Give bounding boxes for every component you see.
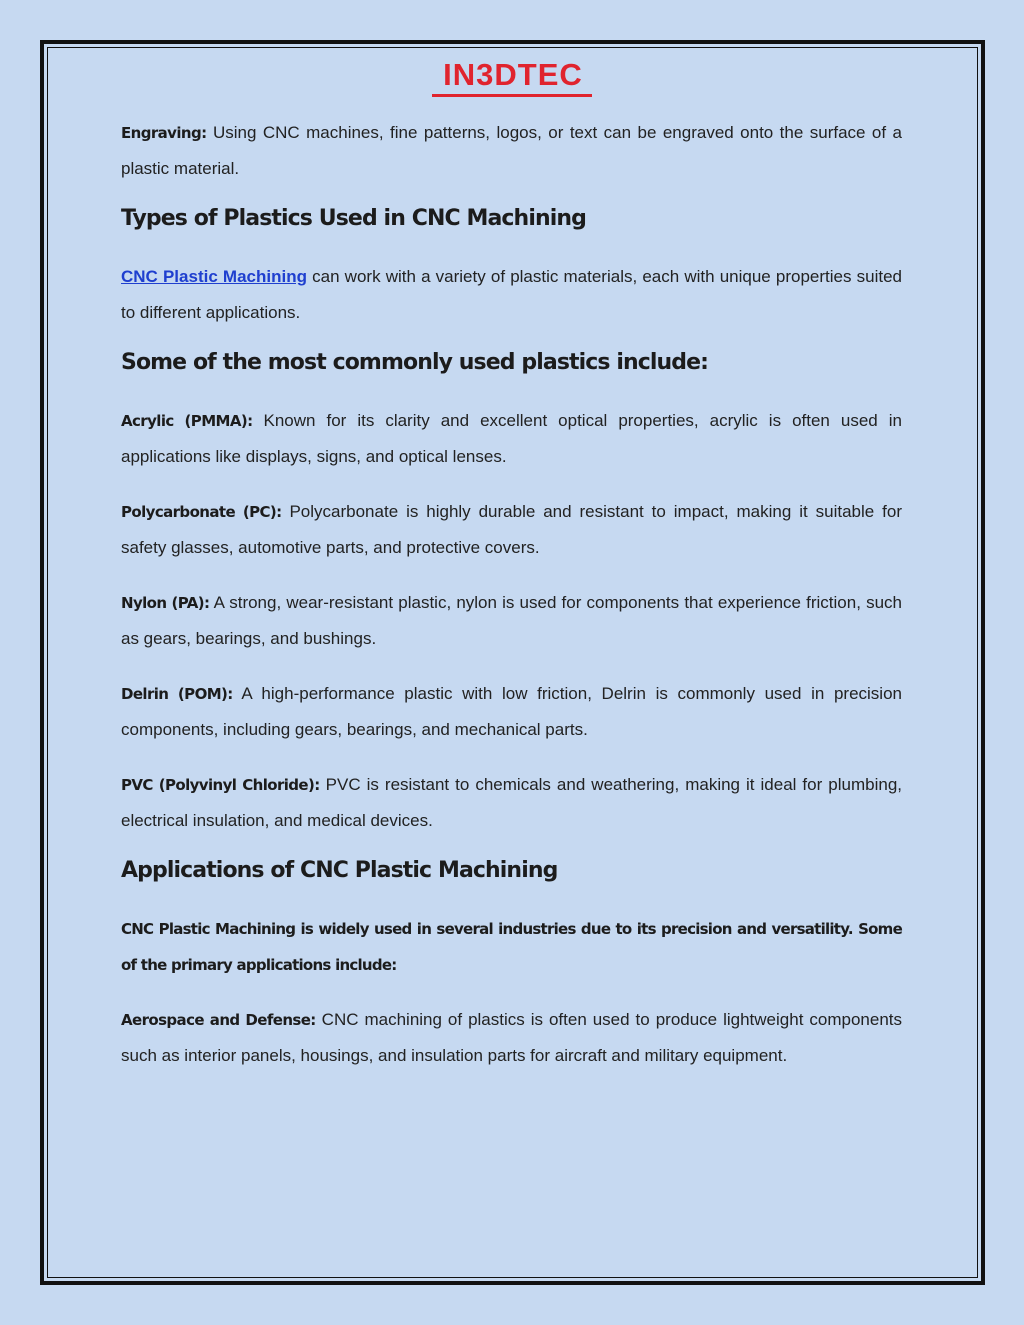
plastic-item-polycarbonate — [121, 494, 902, 566]
plastic-item-text: A strong, wear-resistant plastic, nylon is used for components that experience friction, such as gears, bearings, and bushings. — [121, 593, 902, 648]
application-item-aerospace — [121, 1002, 902, 1074]
engraving-paragraph — [121, 115, 902, 187]
plastic-item-text: Known for its clarity and excellent optical properties, acrylic is often used in applications like displays, signs, and optical lenses. — [121, 411, 902, 466]
plastic-item-label: Nylon (PA): — [121, 594, 210, 612]
plastic-item-text: A high-performance plastic with low friction, Delrin is commonly used in precision components, including gears, bearings, and mechanical parts. — [121, 684, 902, 739]
in3dtec-logo — [432, 58, 594, 100]
engraving-label: Engraving: — [121, 124, 207, 142]
plastic-item-delrin — [121, 676, 902, 748]
plastic-item-label: Delrin (POM): — [121, 685, 233, 703]
logo-text: IN3DTEC — [443, 57, 583, 92]
types-paragraph — [121, 259, 902, 331]
types-text: can work with a variety of plastic materials, each with unique properties suited to different applications. — [121, 267, 903, 322]
applications-heading: Applications of CNC Plastic Machining — [121, 858, 558, 883]
common-plastics-heading: Some of the most commonly used plastics include: — [121, 350, 709, 375]
plastic-item-text: PVC is resistant to chemicals and weathering, making it ideal for plumbing, electrical insulation, and medical devices. — [121, 775, 902, 830]
plastic-item-label: Polycarbonate (PC): — [121, 503, 282, 521]
plastic-item-pvc — [121, 767, 902, 839]
engraving-text: Using CNC machines, fine patterns, logos, or text can be engraved onto the surface of a plastic material. — [121, 123, 902, 178]
types-heading: Types of Plastics Used in CNC Machining — [121, 206, 586, 231]
plastic-item-text: Polycarbonate is highly durable and resistant to impact, making it suitable for safety glasses, automotive parts, and protective covers. — [121, 502, 902, 557]
plastic-item-label: Acrylic (PMMA): — [121, 412, 253, 430]
application-item-label: Aerospace and Defense: — [121, 1011, 316, 1029]
document-content — [121, 115, 902, 1074]
plastic-item-acrylic — [121, 403, 902, 475]
plastic-item-label: PVC (Polyvinyl Chloride): — [121, 776, 320, 794]
logo-underline — [432, 94, 592, 97]
plastic-item-nylon — [121, 585, 902, 657]
cnc-plastic-machining-link[interactable]: CNC Plastic Machining — [121, 267, 307, 286]
applications-intro: CNC Plastic Machining is widely used in several industries due to its precision and versatility. Some of the primary applications include: — [121, 920, 902, 974]
application-item-text: CNC machining of plastics is often used to produce lightweight components such as interior panels, housings, and insulation parts for aircraft and military equipment. — [121, 1010, 903, 1065]
